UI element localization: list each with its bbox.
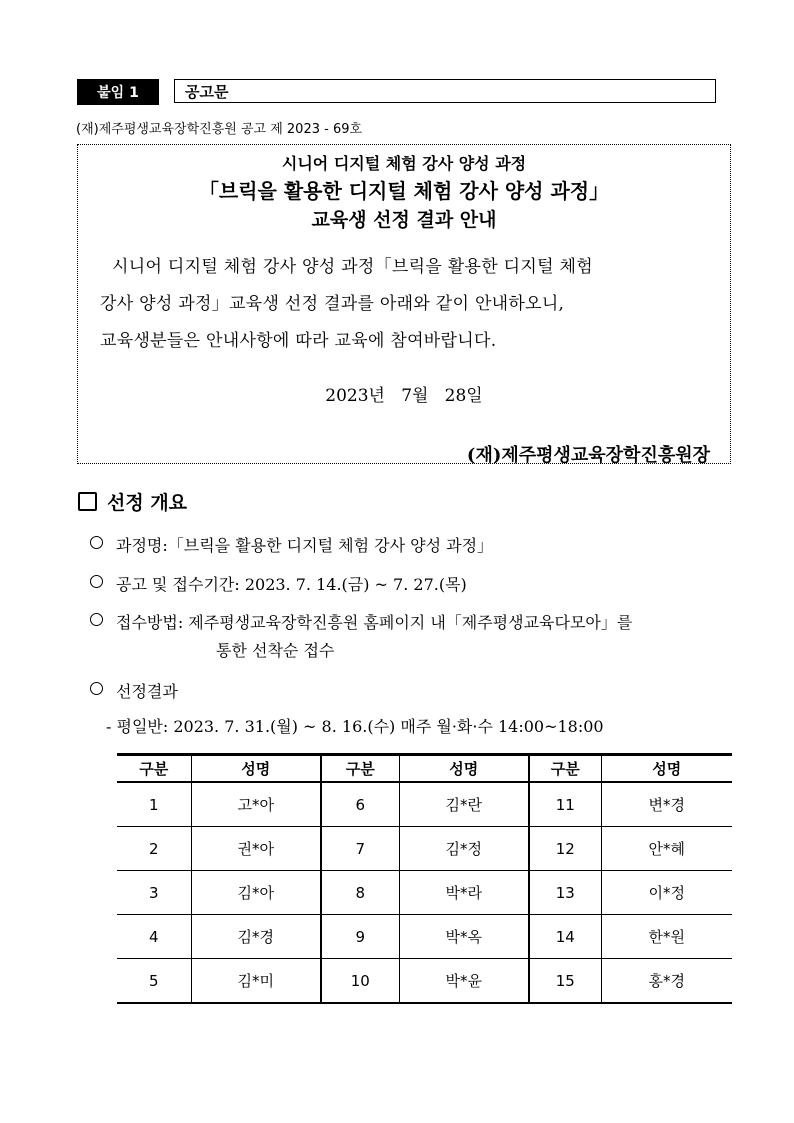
table-cell: 5 bbox=[117, 959, 191, 1004]
table-row bbox=[117, 871, 732, 915]
notice-number: (재)제주평생교육장학진흥원 공고 제 2023 - 69호 bbox=[76, 122, 363, 137]
section-heading-text: 선정 개요 bbox=[107, 492, 188, 514]
column-header: 성명 bbox=[399, 755, 529, 783]
table-cell: 권*아 bbox=[191, 827, 321, 871]
table-cell: 13 bbox=[529, 871, 601, 915]
table-cell: 고*아 bbox=[191, 782, 321, 827]
table-cell: 4 bbox=[117, 915, 191, 959]
list-item bbox=[90, 679, 178, 702]
table-cell: 변*경 bbox=[601, 782, 732, 827]
column-header: 성명 bbox=[191, 755, 321, 783]
table-cell: 3 bbox=[117, 871, 191, 915]
column-header: 구분 bbox=[529, 755, 601, 783]
table-cell: 7 bbox=[321, 827, 399, 871]
circle-bullet-icon bbox=[90, 533, 116, 556]
table-row bbox=[117, 782, 732, 827]
table-row bbox=[117, 827, 732, 871]
column-header: 구분 bbox=[321, 755, 399, 783]
table-cell: 김*아 bbox=[191, 871, 321, 915]
checkbox-square-icon bbox=[78, 492, 97, 511]
item-text: 과정명:「브릭을 활용한 디지털 체험 강사 양성 과정」 bbox=[116, 536, 494, 555]
circle-bullet-icon bbox=[90, 572, 116, 595]
item-text: 선정결과 bbox=[116, 682, 178, 701]
table-cell: 김*미 bbox=[191, 959, 321, 1004]
table-cell: 김*란 bbox=[399, 782, 529, 827]
item-text-continued: 통한 선착순 접수 bbox=[216, 641, 335, 660]
table-cell: 박*라 bbox=[399, 871, 529, 915]
table-cell: 김*경 bbox=[191, 915, 321, 959]
table-cell: 1 bbox=[117, 782, 191, 827]
table-cell: 박*윤 bbox=[399, 959, 529, 1004]
notice-title-line1: 시니어 디지털 체험 강사 양성 과정 bbox=[281, 154, 527, 173]
attachment-header bbox=[77, 79, 229, 105]
table-row bbox=[117, 959, 732, 1004]
sub-item: - 평일반: 2023. 7. 31.(월) ~ 8. 16.(수) 매주 월·화·수 14:00~18:00 bbox=[106, 717, 604, 736]
table-cell: 10 bbox=[321, 959, 399, 1004]
table-cell: 9 bbox=[321, 915, 399, 959]
circle-bullet-icon bbox=[90, 610, 116, 633]
notice-box bbox=[77, 144, 731, 464]
list-item bbox=[90, 533, 493, 556]
table-cell: 15 bbox=[529, 959, 601, 1004]
table-cell: 6 bbox=[321, 782, 399, 827]
table-cell: 안*혜 bbox=[601, 827, 732, 871]
notice-body-line1: 시니어 디지털 체험 강사 양성 과정「브릭을 활용한 디지털 체험 bbox=[112, 257, 593, 277]
table-cell: 한*원 bbox=[601, 915, 732, 959]
notice-signature: (재)제주평생교육장학진흥원장 bbox=[466, 445, 710, 466]
list-item bbox=[90, 572, 467, 595]
table-cell: 12 bbox=[529, 827, 601, 871]
table-cell: 2 bbox=[117, 827, 191, 871]
table-cell: 박*옥 bbox=[399, 915, 529, 959]
column-header: 성명 bbox=[601, 755, 732, 783]
notice-body bbox=[100, 249, 716, 360]
notice-title-line3: 교육생 선정 결과 안내 bbox=[311, 209, 497, 231]
table-cell: 8 bbox=[321, 871, 399, 915]
notice-body-line2: 강사 양성 과정」교육생 선정 결과를 아래와 같이 안내하오니, bbox=[100, 294, 565, 314]
item-text: 공고 및 접수기간: 2023. 7. 14.(금) ~ 7. 27.(목) bbox=[116, 575, 467, 594]
table-cell: 홍*경 bbox=[601, 959, 732, 1004]
table-cell: 11 bbox=[529, 782, 601, 827]
column-header: 구분 bbox=[117, 755, 191, 783]
section-heading bbox=[78, 488, 187, 515]
table-cell: 김*정 bbox=[399, 827, 529, 871]
table-header-row bbox=[117, 755, 732, 783]
item-text: 접수방법: 제주평생교육장학진흥원 홈페이지 내「제주평생교육다모아」를 bbox=[116, 613, 633, 632]
notice-body-line3: 교육생분들은 안내사항에 따라 교육에 참여바랍니다. bbox=[100, 331, 497, 351]
attachment-badge: 붙임 1 bbox=[77, 79, 159, 105]
result-table bbox=[117, 753, 732, 1004]
notice-date: 2023년 7월 28일 bbox=[325, 386, 483, 406]
table-cell: 이*정 bbox=[601, 871, 732, 915]
table-cell: 14 bbox=[529, 915, 601, 959]
table-row bbox=[117, 915, 732, 959]
notice-title-line2: 「브릭을 활용한 디지털 체험 강사 양성 과정」 bbox=[198, 179, 610, 203]
attachment-title: 공고문 bbox=[174, 79, 716, 103]
list-item bbox=[90, 610, 632, 633]
circle-bullet-icon bbox=[90, 679, 116, 702]
